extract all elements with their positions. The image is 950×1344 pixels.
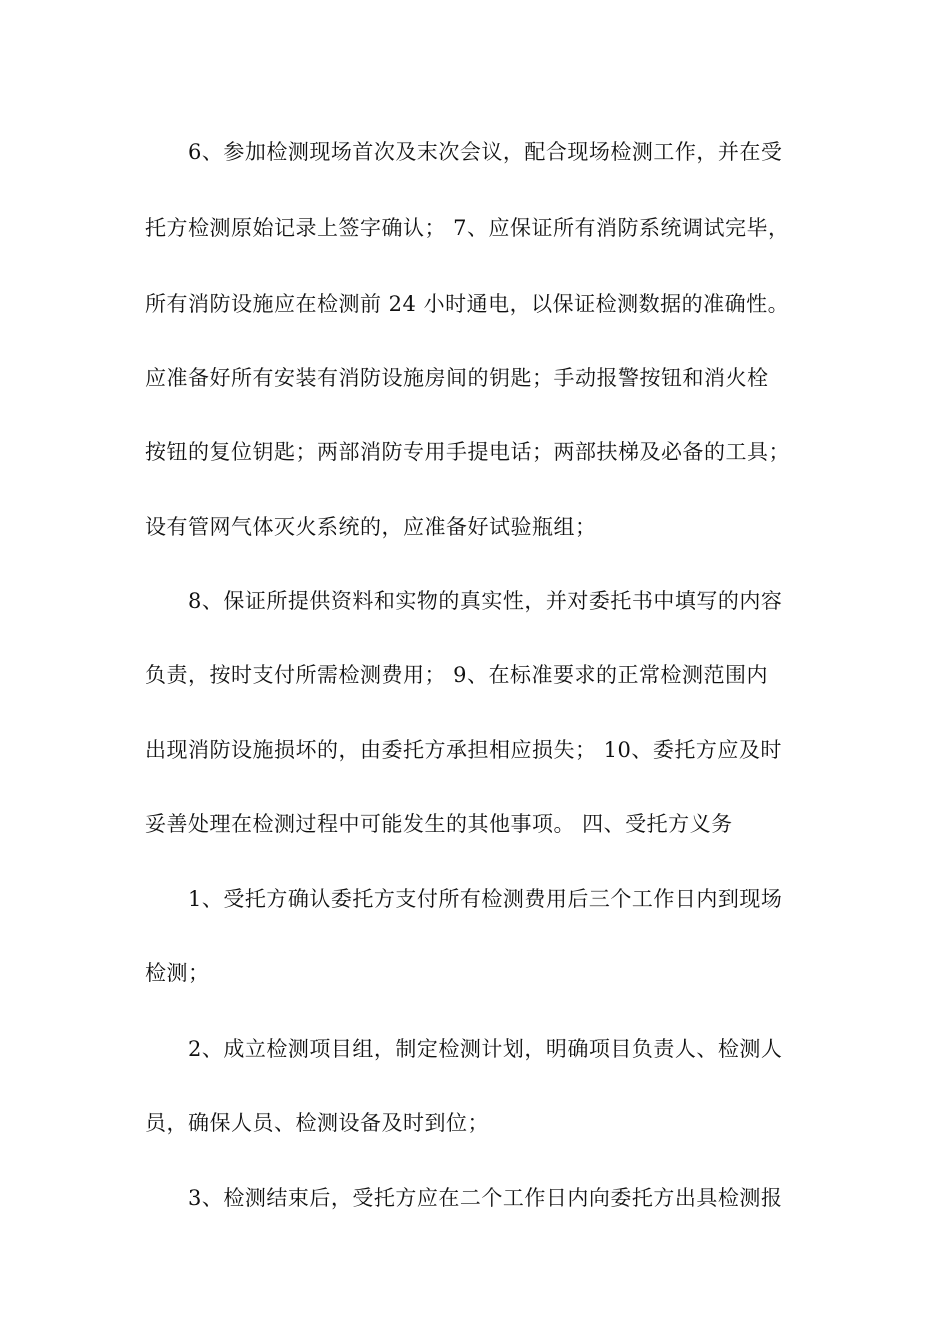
text-line-13: 2、成立检测项目组，制定检测计划，明确项目负责人、检测人 (188, 1037, 783, 1061)
text-line-5: 按钮的复位钥匙；两部消防专用手提电话；两部扶梯及必备的工具； (145, 440, 790, 464)
text-line-14: 员，确保人员、检测设备及时到位； (145, 1111, 489, 1135)
text-line-15: 3、检测结束后，受托方应在二个工作日内向委托方出具检测报 (188, 1186, 783, 1210)
text-line-12: 检测； (145, 961, 210, 985)
text-line-4: 应准备好所有安装有消防设施房间的钥匙；手动报警按钮和消火栓 (145, 366, 769, 390)
text-line-8: 负责，按时支付所需检测费用； 9、在标准要求的正常检测范围内 (145, 663, 769, 687)
text-line-7: 8、保证所提供资料和实物的真实性，并对委托书中填写的内容 (188, 589, 783, 613)
text-line-1: 6、参加检测现场首次及末次会议，配合现场检测工作，并在受 (188, 140, 783, 164)
text-line-6: 设有管网气体灭火系统的，应准备好试验瓶组； (145, 515, 597, 539)
text-line-10: 妥善处理在检测过程中可能发生的其他事项。 四、受托方义务 (145, 812, 733, 836)
text-line-2: 托方检测原始记录上签字确认； 7、应保证所有消防系统调试完毕， (145, 216, 790, 240)
text-line-9: 出现消防设施损坏的，由委托方承担相应损失； 10、委托方应及时 (145, 738, 782, 762)
text-line-3: 所有消防设施应在检测前 24 小时通电，以保证检测数据的准确性。 (145, 292, 790, 316)
text-line-11: 1、受托方确认委托方支付所有检测费用后三个工作日内到现场 (188, 887, 783, 911)
